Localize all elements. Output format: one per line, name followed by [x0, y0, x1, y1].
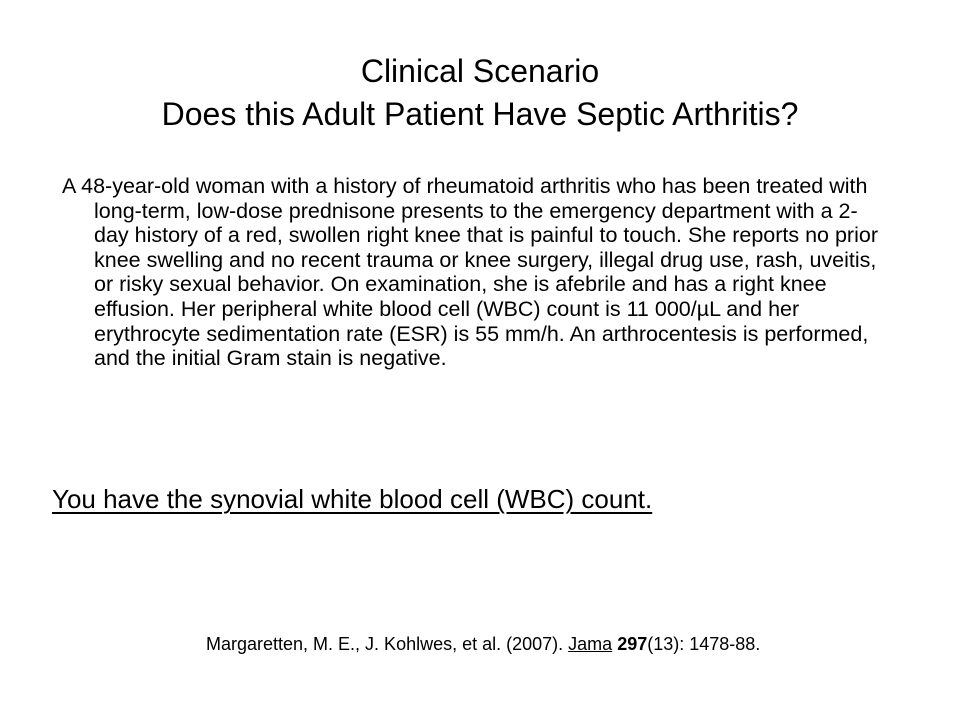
- citation-volume: 297: [617, 634, 648, 654]
- clinical-scenario-text: A 48-year-old woman with a history of rheumatoid arthritis who has been treated with long-term, low-dose prednisone presents to the emergency department with a 2-day history of a red, swollen right knee that is painful to touch. She reports no prior knee swelling and no recent trauma or knee surgery, illegal drug use, rash, uveitis, or risky sexual behavior. On examination, she is afebrile and has a right knee effusion. Her peripheral white blood cell (WBC) count is 11 000/µL and her erythrocyte sedimentation rate (ESR) is 55 mm/h. An arthrocentesis is performed, and the initial Gram stain is negative.: [62, 174, 878, 371]
- slide-title-line-2: Does this Adult Patient Have Septic Arthritis?: [161, 96, 799, 132]
- citation-issue-pages: (13): 1478-88.: [647, 634, 761, 654]
- synovial-wbc-prompt: You have the synovial white blood cell (WBC) count.: [52, 484, 653, 514]
- citation-authors: Margaretten, M. E., J. Kohlwes, et al. (2007).: [206, 634, 569, 654]
- slide-title-line-1: Clinical Scenario: [360, 53, 600, 89]
- citation: [206, 632, 760, 656]
- citation-journal: Jama: [568, 634, 613, 654]
